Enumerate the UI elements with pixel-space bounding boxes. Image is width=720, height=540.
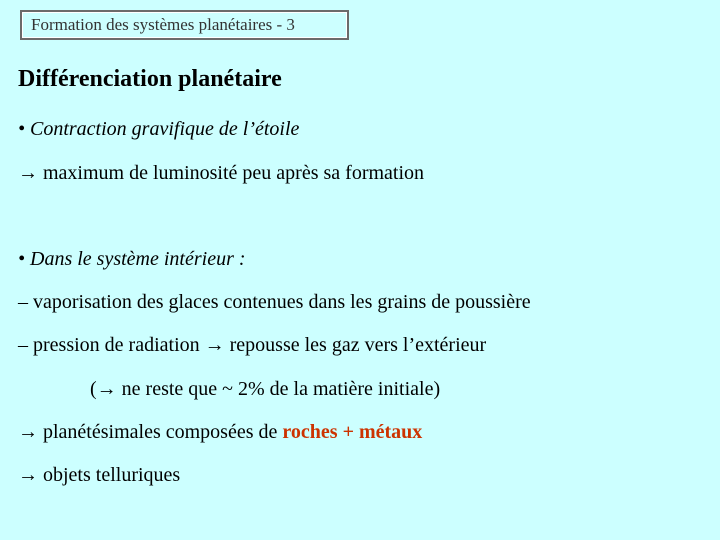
arrow-luminosity: → maximum de luminosité peu après sa formation — [18, 162, 425, 184]
arrow-planetesimals — [18, 421, 422, 444]
bullet-inner-system: • Dans le système intérieur : — [18, 248, 246, 270]
section-heading: Différenciation planétaire — [18, 66, 282, 92]
planetesimals-prefix: → planétésimales composées de — [18, 421, 283, 443]
dash-radiation-pressure: – pression de radiation → repousse les gaz vers l’extérieur — [18, 334, 487, 356]
slide-title: Formation des systèmes planétaires - 3 — [31, 15, 295, 34]
rocks-highlight: roches — [282, 421, 338, 443]
plus-sign: + — [337, 421, 359, 443]
slide-title-box — [20, 10, 349, 40]
metals-highlight: métaux — [358, 421, 423, 443]
bullet-contraction: • Contraction gravifique de l’étoile — [18, 118, 300, 140]
arrow-telluric-objects: → objets telluriques — [18, 464, 181, 486]
dash-vaporisation: – vaporisation des glaces contenues dans les grains de poussière — [18, 291, 531, 313]
note-remaining-matter: (→ ne reste que ~ 2% de la matière initiale) — [90, 378, 441, 400]
